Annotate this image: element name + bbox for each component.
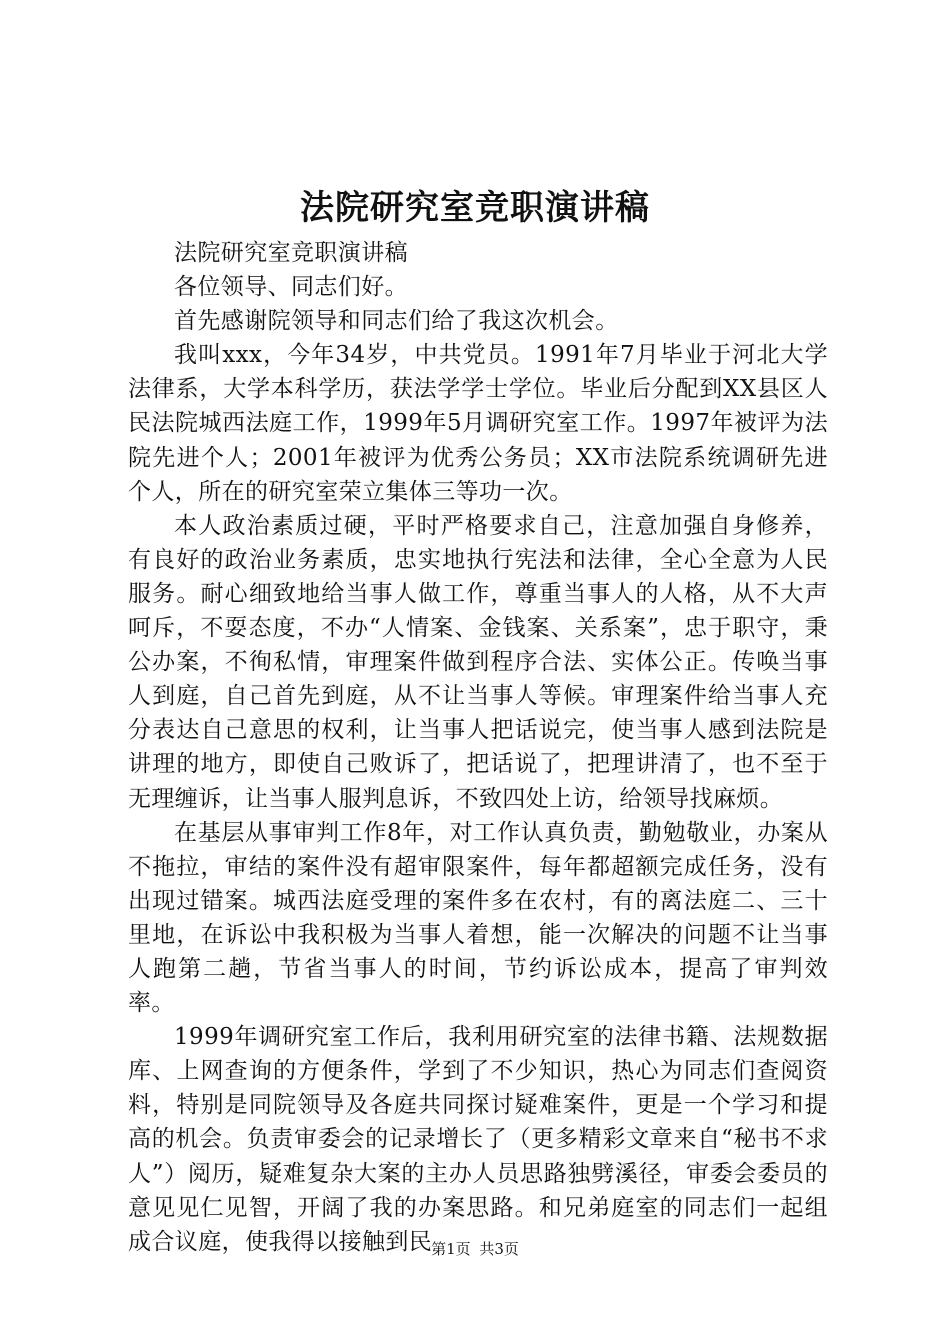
page-footer [0,1238,950,1260]
paragraph-subtitle: 法院研究室竞职演讲稿 [174,240,408,266]
paragraph-research-office: 1999年调研究室工作后，我利用研究室的法律书籍、法规数据库、上网查询的方便条件，学到了不少知识，热心为同志们查阅资料，特别是同院领导及各庭共同探讨疑难案件，更是一个学习和提高的机会。负责审委会的记录增长了（更多精彩文章来自“秘书不求人”）阅历，疑难复杂大案的主办人员思路独劈溪径，审委会委员的意见见仁见智，开阔了我的办案思路。和兄弟庭室的同志们一起组成合议庭，使我得以接触到民 [128,1024,828,1255]
paragraph-thanks: 首先感谢院领导和同志们给了我这次机会。 [174,308,619,335]
page-total: 共3页 [479,1240,519,1258]
paragraph-introduction: 我叫xxx，今年34岁，中共党员。1991年7月毕业于河北大学法律系，大学本科学历，获法学学士学位。毕业后分配到XX县区人民法院城西法庭工作，1999年5月调研究室工作。1997年被评为法院先进个人；2001年被评为优秀公务员；XX市法院系统调研先进个人，所在的研究室荣立集体三等功一次。 [128,342,828,505]
paragraph-trial-work: 在基层从事审判工作8年，对工作认真负责，勤勉敬业，办案从不拖拉，审结的案件没有超审限案件，每年都超额完成任务，没有出现过错案。城西法庭受理的案件多在农村，有的离法庭二、三十里地，在诉讼中我积极为当事人着想，能一次解决的问题不让当事人跑第二趟，节省当事人的时间，节约诉讼成本，提高了审判效率。 [128,819,828,1017]
document-title: 法院研究室竞职演讲稿 [300,188,650,228]
page-number: 第1页 [431,1240,471,1258]
paragraph-greeting: 各位领导、同志们好。 [174,274,408,301]
paragraph-political-quality: 本人政治素质过硬，平时严格要求自己，注意加强自身修养，有良好的政治业务素质，忠实地执行宪法和法律，全心全意为人民服务。耐心细致地给当事人做工作，尊重当事人的人格，从不大声呵斥，不耍态度，不办“人情案、金钱案、关系案”，忠于职守，秉公办案，不徇私情，审理案件做到程序合法、实体公正。传唤当事人到庭，自己首先到庭，从不让当事人等候。审理案件给当事人充分表达自己意思的权利，让当事人把话说完，使当事人感到法院是讲理的地方，即使自己败诉了，把话说了，把理讲清了，也不至于无理缠诉，让当事人服判息诉，不致四处上访，给领导找麻烦。 [128,512,828,812]
document-body [128,236,828,1259]
